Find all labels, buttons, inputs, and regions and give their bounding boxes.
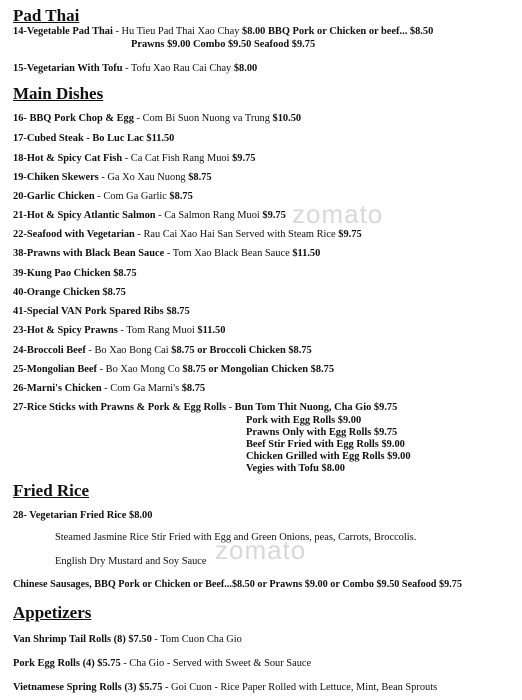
menu-item — [13, 383, 205, 395]
section-heading-appetizers: Appetizers — [13, 603, 92, 622]
item-desc: - Ca Cat Fish Rang Muoi — [122, 153, 233, 164]
item-name: 40-Orange Chicken — [13, 287, 100, 298]
item-desc: - Goi Cuon - Rice Paper Rolled with Lettuce, Mint, Bean Sprouts — [162, 682, 438, 693]
menu-item — [13, 191, 193, 203]
item-price: $8.75 — [169, 191, 193, 202]
item-name: 25-Mongolian Beef — [13, 364, 97, 375]
item-name: 18-Hot & Spicy Cat Fish — [13, 153, 123, 164]
item-price: $8.75 — [113, 268, 137, 279]
item-price: $9.75 — [338, 229, 362, 240]
item-price: Bun Tom Thit Nuong, Cha Gio $9.75 — [234, 402, 398, 413]
item-desc: - Cha Gio - Served with Sweet & Sour Sauce — [120, 658, 312, 669]
item-desc: - — [226, 402, 235, 413]
section-heading-main-dishes: Main Dishes — [13, 84, 104, 103]
appetizer-item — [13, 634, 242, 646]
menu-item — [13, 229, 362, 241]
item-price: $11.50 — [146, 133, 175, 144]
item-desc: - Hu Tieu Pad Thai Xao Chay — [112, 26, 242, 37]
menu-item — [13, 268, 137, 280]
item-name: Pork Egg Rolls (4) $5.75 — [13, 658, 121, 669]
item-name: 15-Vegetarian With Tofu — [13, 63, 123, 74]
item-price: $8.75 — [102, 287, 126, 298]
menu-item — [13, 306, 190, 318]
item-name: 23-Hot & Spicy Prawns — [13, 325, 118, 336]
item-name: 19-Chiken Skewers — [13, 172, 99, 183]
item-name: Van Shrimp Tail Rolls (8) $7.50 — [13, 634, 152, 645]
item-27-option: Vegies with Tofu $8.00 — [246, 463, 345, 474]
item-price: $11.50 — [197, 325, 226, 336]
item-price: $8.00 — [233, 63, 258, 74]
menu-item — [13, 210, 286, 222]
item-desc: - Tofu Xao Rau Cai Chay — [122, 63, 234, 74]
item-name: Vietnamese Spring Rolls (3) $5.75 — [13, 682, 163, 693]
item-27-option: Pork with Egg Rolls $9.00 — [246, 415, 362, 426]
item-price: $10.50 — [272, 113, 302, 124]
item-name: 20-Garlic Chicken — [13, 191, 95, 202]
item-name: 26-Marni's Chicken — [13, 383, 102, 394]
item-price: $11.50 — [292, 248, 321, 259]
menu-item-27 — [13, 402, 397, 414]
menu-item — [13, 153, 255, 165]
item-price: $9.75 — [232, 153, 256, 164]
item-price: $8.00 — [126, 510, 153, 521]
item-name: 38-Prawns with Black Bean Sauce — [13, 248, 165, 259]
item-name: 16- BBQ Pork Chop & Egg — [13, 113, 134, 124]
item-price: $8.75 — [181, 383, 206, 394]
item-name: 14-Vegetable Pad Thai — [13, 26, 113, 37]
item-name: 27-Rice Sticks with Prawns & Pork & Egg Rolls — [13, 402, 226, 413]
menu-item-15 — [13, 63, 257, 75]
item-name: 24-Broccoli Beef — [13, 345, 86, 356]
item-desc: - Ca Salmon Rang Muoi — [155, 210, 263, 221]
watermark: zomato — [292, 199, 384, 229]
section-heading-fried-rice: Fried Rice — [13, 481, 89, 500]
item-name: 41-Special VAN Pork Spared Ribs — [13, 306, 164, 317]
menu-item-14 — [13, 26, 433, 38]
fried-rice-sauce-note: English Dry Mustard and Soy Sauce — [55, 556, 207, 567]
item-name: 17-Cubed Steak - Bo Luc Lac — [13, 133, 144, 144]
item-27-option: Prawns Only with Egg Rolls $9.75 — [246, 427, 398, 438]
item-desc: - Ga Xo Xau Nuong — [98, 172, 189, 183]
item-desc: - Rau Cai Xao Hai San Served with Steam Rice — [134, 229, 339, 240]
item-name: 28- Vegetarian Fried Rice — [13, 510, 127, 521]
menu-item — [13, 345, 312, 357]
item-desc: - Com Ga Garlic — [94, 191, 170, 202]
menu-item — [13, 364, 334, 376]
item-desc: - Bo Xao Mong Co — [96, 364, 183, 375]
item-desc: - Com Bi Suon Nuong va Trung — [133, 113, 273, 124]
menu-item — [13, 113, 301, 125]
fried-rice-options: Chinese Sausages, BBQ Pork or Chicken or Beef...$8.50 or Prawns $9.00 or Combo $9.50 Seafood $9.75 — [13, 579, 462, 590]
menu-item — [13, 325, 225, 337]
menu-item-28 — [13, 510, 152, 522]
section-heading-pad-thai: Pad Thai — [13, 6, 80, 25]
item-desc: - Tom Xao Black Bean Sauce — [164, 248, 293, 259]
fried-rice-description: Steamed Jasmine Rice Stir Fried with Egg and Green Onions, peas, Carrots, Broccolis. — [55, 532, 417, 543]
menu-item — [13, 133, 174, 145]
menu-item-14-options: Prawns $9.00 Combo $9.50 Seafood $9.75 — [131, 39, 316, 50]
appetizer-item — [13, 682, 437, 694]
item-desc: - Tom Cuon Cha Gio — [151, 634, 242, 645]
menu-item — [13, 287, 126, 299]
item-price: $8.75 or Broccoli Chicken $8.75 — [171, 345, 312, 356]
menu-item — [13, 248, 320, 260]
item-name: 39-Kung Pao Chicken — [13, 268, 111, 279]
item-price: $8.75 — [166, 306, 190, 317]
item-desc: - Tom Rang Muoi — [117, 325, 198, 336]
item-price: $9.75 — [262, 210, 286, 221]
appetizer-item — [13, 658, 311, 670]
item-27-option: Chicken Grilled with Egg Rolls $9.00 — [246, 451, 411, 462]
item-desc: - Bo Xao Bong Cai — [85, 345, 172, 356]
item-price: $8.75 — [188, 172, 212, 183]
item-name: 21-Hot & Spicy Atlantic Salmon — [13, 210, 156, 221]
watermark: zomato — [215, 535, 307, 565]
item-price: $8.00 BBQ Pork or Chicken or beef... $8.50 — [242, 26, 434, 37]
menu-item — [13, 172, 212, 184]
item-desc: - Com Ga Marni's — [101, 383, 182, 394]
item-price: $8.75 or Mongolian Chicken $8.75 — [182, 364, 335, 375]
item-name: 22-Seafood with Vegetarian — [13, 229, 135, 240]
item-27-option: Beef Stir Fried with Egg Rolls $9.00 — [246, 439, 405, 450]
